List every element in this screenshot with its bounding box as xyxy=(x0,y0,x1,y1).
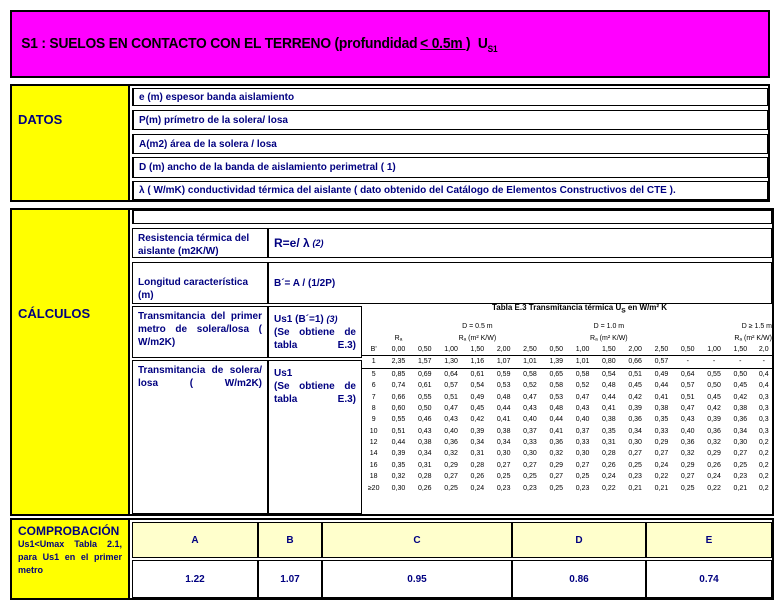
table-cell: 0,44 xyxy=(549,416,564,424)
table-cell: 0,41 xyxy=(496,416,511,424)
table-cell: 0,39 xyxy=(391,450,406,458)
table-row xyxy=(362,448,774,459)
table-cell: 0,43 xyxy=(523,404,537,412)
longitud-formula: B´= A / (1/2P) xyxy=(274,277,336,289)
table-cell: - xyxy=(712,358,716,366)
table-cell: 0,54 xyxy=(470,382,485,390)
table-cell: 0,2 xyxy=(758,484,769,492)
table-row xyxy=(362,471,774,482)
table-cell: 0,42 xyxy=(733,393,748,401)
table-cell: 0,39 xyxy=(470,427,485,435)
comprobacion-header-a: A xyxy=(132,522,258,558)
table-cell: 0,25 xyxy=(733,461,748,469)
table-cell: 0,28 xyxy=(470,461,485,469)
table-cell: 0,29 xyxy=(654,439,669,447)
table-cell: 0,45 xyxy=(733,382,748,390)
table-cell: 0,3 xyxy=(758,427,769,435)
datos-row-a: A(m2) área de la solera / losa xyxy=(132,134,768,154)
table-cell: 0,32 xyxy=(549,450,564,458)
comprobacion-header-b: B xyxy=(258,522,322,558)
table-cell: 0,38 xyxy=(417,439,432,447)
table-cell: 0,33 xyxy=(523,439,537,447)
table-cell: 0,21 xyxy=(733,484,748,492)
us-symbol: $U_{S1}$ xyxy=(477,34,498,54)
table-cell: 0,49 xyxy=(470,393,485,401)
table-cell: 0,24 xyxy=(654,461,669,469)
table-cell: 0,52 xyxy=(575,382,590,390)
ra-value: 0,50 xyxy=(417,345,432,353)
table-cell: 0,66 xyxy=(391,393,406,401)
table-cell: 1,01 xyxy=(575,358,590,366)
table-cell: 0,61 xyxy=(470,370,485,378)
table-cell: 0,47 xyxy=(444,404,458,412)
table-cell: - xyxy=(762,358,765,366)
table-cell: 0,51 xyxy=(628,370,642,378)
table-cell: 0,32 xyxy=(707,439,721,447)
table-row xyxy=(362,380,774,391)
table-cell: 0,49 xyxy=(654,370,669,378)
table-cell: 0,48 xyxy=(602,382,616,390)
table-cell: 0,61 xyxy=(417,382,432,390)
table-cell: 0,4 xyxy=(758,382,769,390)
table-cell: 0,30 xyxy=(391,484,406,492)
table-cell: 0,47 xyxy=(680,404,695,412)
table-cell: 0,24 xyxy=(470,484,485,492)
table-cell: 0,43 xyxy=(575,404,590,412)
table-cell: 0,26 xyxy=(707,461,721,469)
table-cell: 0,51 xyxy=(444,393,458,401)
table-cell: 0,32 xyxy=(680,450,695,458)
table-cell: 1,57 xyxy=(417,358,432,366)
table-cell: 0,31 xyxy=(470,450,485,458)
table-cell: 0,44 xyxy=(602,393,616,401)
table-cell: 0,35 xyxy=(391,461,406,469)
table-row xyxy=(362,368,774,380)
table-cell: 0,25 xyxy=(444,484,458,492)
comprobacion-value-d: 0.86 xyxy=(512,560,646,598)
table-cell: 1,30 xyxy=(444,358,458,366)
comprobacion-text: Us1<Umax Tabla 2.1, para Us1 en el primer metro xyxy=(18,539,122,575)
b-value: 14 xyxy=(369,450,378,458)
table-cell: 1,39 xyxy=(549,358,564,366)
resistencia-formula-cell xyxy=(268,228,772,258)
b-value: ≥20 xyxy=(367,484,380,492)
ra-value: 2,00 xyxy=(496,345,511,353)
ra-value: 1,00 xyxy=(707,345,721,353)
table-cell: 0,41 xyxy=(654,393,669,401)
comprobacion-value-e: 0.74 xyxy=(646,560,772,598)
datos-label: DATOS xyxy=(10,84,130,202)
table-cell: 0,39 xyxy=(707,416,721,424)
table-row xyxy=(362,460,774,471)
b-value: 16 xyxy=(369,461,378,469)
longitud-formula-cell xyxy=(268,262,772,304)
table-cell: 0,27 xyxy=(680,473,695,481)
table-cell: 0,58 xyxy=(549,382,564,390)
comprobacion-header-e: E xyxy=(646,522,772,558)
longitud-label: Longitud característica (m) xyxy=(132,262,268,304)
b-value: 18 xyxy=(369,473,378,481)
ra-value: 2,00 xyxy=(628,345,642,353)
table-cell: 0,40 xyxy=(444,427,458,435)
table-cell: 0,34 xyxy=(496,439,511,447)
table-cell: 0,30 xyxy=(496,450,511,458)
table-cell: 0,57 xyxy=(680,382,695,390)
table-cell: 0,65 xyxy=(549,370,564,378)
resistencia-formula: R=e/ λ xyxy=(274,235,310,250)
table-cell: 0,58 xyxy=(523,370,537,378)
table-cell: 0,28 xyxy=(417,473,432,481)
table-cell: 0,27 xyxy=(733,450,748,458)
table-cell: 0,58 xyxy=(575,370,590,378)
table-cell: 0,34 xyxy=(628,427,642,435)
table-cell: 0,26 xyxy=(602,461,616,469)
datos-row-d: D (m) ancho de la banda de aislamiento perimetral ( 1) xyxy=(132,157,768,178)
b-value: 7 xyxy=(371,393,376,401)
table-cell: 0,38 xyxy=(602,416,616,424)
table-cell: 1,16 xyxy=(470,358,485,366)
table-cell: 0,43 xyxy=(444,416,458,424)
rs-header: Rₐ xyxy=(394,334,403,342)
table-cell: 0,34 xyxy=(417,450,432,458)
table-e3-caption: Tabla E.3 Transmitancia térmica $U_S$ en W/m² K xyxy=(492,303,668,315)
table-cell: 0,50 xyxy=(707,382,721,390)
table-cell: 0,32 xyxy=(444,450,458,458)
trans2-label: Transmitancia de solera/ losa ( W/m2K) xyxy=(132,360,268,514)
table-cell: 0,38 xyxy=(733,404,748,412)
table-cell: 0,23 xyxy=(628,473,642,481)
table-cell: 0,47 xyxy=(575,393,590,401)
table-cell: 0,59 xyxy=(496,370,511,378)
table-cell: 0,43 xyxy=(680,416,695,424)
trans2-formula-cell xyxy=(268,360,362,514)
table-cell: 0,29 xyxy=(444,461,458,469)
table-cell: 0,36 xyxy=(549,439,564,447)
trans2-formula: Us1 xyxy=(274,368,293,379)
table-row xyxy=(362,403,774,414)
table-cell: 0,25 xyxy=(680,484,695,492)
table-cell: 0,44 xyxy=(391,439,406,447)
table-cell: 0,48 xyxy=(549,404,564,412)
group-header: D ≥ 1.5 m xyxy=(741,323,772,331)
table-cell: 0,42 xyxy=(628,393,642,401)
table-cell: 0,32 xyxy=(391,473,406,481)
table-cell: 0,23 xyxy=(496,484,511,492)
comprobacion-value-a: 1.22 xyxy=(132,560,258,598)
ra-header: Rₐ (m² K/W) xyxy=(734,334,772,342)
table-cell: 1,01 xyxy=(523,358,537,366)
table-cell: 0,25 xyxy=(575,473,590,481)
table-cell: 0,60 xyxy=(391,404,406,412)
ra-value: 1,50 xyxy=(733,345,748,353)
table-cell: 0,23 xyxy=(523,484,537,492)
datos-row-e: e (m) espesor banda aislamiento xyxy=(132,88,768,106)
comprobacion-value-c: 0.95 xyxy=(322,560,512,598)
table-cell: 0,50 xyxy=(417,404,432,412)
table-cell: 0,27 xyxy=(523,461,537,469)
table-cell: 0,4 xyxy=(758,370,769,378)
table-cell: 0,26 xyxy=(417,484,432,492)
calculos-spacer xyxy=(132,210,772,224)
trans1-formula: Us1 (B´=1) xyxy=(274,314,324,325)
page-title-bar xyxy=(10,10,770,78)
table-cell: 0,43 xyxy=(417,427,432,435)
table-cell: 0,57 xyxy=(654,358,669,366)
table-cell: 0,30 xyxy=(733,439,748,447)
table-cell: 0,55 xyxy=(391,416,406,424)
table-cell: 0,25 xyxy=(549,484,564,492)
trans1-label: Transmitancia del primer metro de solera/losa ( W/m2K) xyxy=(132,306,268,358)
table-cell: 0,33 xyxy=(654,427,669,435)
table-cell: 0,51 xyxy=(680,393,695,401)
trans1-ref: (3) xyxy=(326,314,338,324)
b-value: 10 xyxy=(369,427,378,435)
table-cell: 0,23 xyxy=(733,473,748,481)
ra-value: 1,50 xyxy=(602,345,616,353)
table-cell: 0,36 xyxy=(680,439,695,447)
table-cell: 0,21 xyxy=(654,484,669,492)
ra-value: 1,00 xyxy=(575,345,590,353)
table-cell: 0,36 xyxy=(707,427,721,435)
comprobacion-header-c: C xyxy=(322,522,512,558)
ra-header: Rₐ (m² K/W) xyxy=(458,334,497,342)
ra-value: 1,50 xyxy=(470,345,485,353)
b-value: 5 xyxy=(371,370,376,378)
table-cell: 0,41 xyxy=(549,427,564,435)
table-cell: 0,69 xyxy=(417,370,432,378)
table-cell: 0,24 xyxy=(707,473,721,481)
table-cell: 0,31 xyxy=(417,461,432,469)
table-cell: 0,53 xyxy=(496,382,511,390)
table-cell: 0,64 xyxy=(444,370,458,378)
table-cell: 0,45 xyxy=(628,382,642,390)
table-cell: 0,55 xyxy=(417,393,432,401)
table-cell: 0,27 xyxy=(496,461,511,469)
table-cell: 0,40 xyxy=(523,416,537,424)
b-value: 8 xyxy=(371,404,376,412)
table-cell: 0,47 xyxy=(523,393,537,401)
comprobacion-box xyxy=(10,518,130,600)
group-header: D = 1.0 m xyxy=(593,323,625,331)
table-cell: 0,35 xyxy=(602,427,616,435)
b-value: 12 xyxy=(369,439,378,447)
table-cell: 0,45 xyxy=(707,393,721,401)
table-cell: 0,50 xyxy=(733,370,748,378)
comprobacion-header-d: D xyxy=(512,522,646,558)
table-cell: 0,52 xyxy=(523,382,537,390)
table-cell: 2,35 xyxy=(391,358,406,366)
trans1-formula-cell xyxy=(268,306,362,358)
table-cell: 0,21 xyxy=(628,484,642,492)
table-cell: 0,55 xyxy=(707,370,721,378)
table-cell: 0,64 xyxy=(680,370,695,378)
table-cell: 0,37 xyxy=(575,427,590,435)
table-cell: 1,07 xyxy=(496,358,511,366)
table-cell: 0,3 xyxy=(758,416,769,424)
table-cell: 0,42 xyxy=(470,416,485,424)
group-header: D = 0.5 m xyxy=(462,323,493,331)
table-cell: 0,2 xyxy=(758,473,769,481)
b-value: 1 xyxy=(371,358,376,366)
table-cell: 0,48 xyxy=(496,393,511,401)
table-cell: 0,2 xyxy=(758,461,769,469)
table-cell: 0,31 xyxy=(602,439,616,447)
datos-row-lambda: λ ( W/mK) conductividad térmica del aislante ( dato obtenido del Catálogo de Elementos Constructivos del CTE ). xyxy=(132,181,768,200)
table-cell: 0,30 xyxy=(523,450,537,458)
table-cell: 0,3 xyxy=(758,404,769,412)
table-cell: 0,34 xyxy=(733,427,748,435)
table-cell: 0,36 xyxy=(733,416,748,424)
table-row xyxy=(362,414,774,425)
table-row xyxy=(362,437,774,448)
table-cell: 0,25 xyxy=(496,473,511,481)
ra-header: Rₐ (m² K/W) xyxy=(590,334,628,342)
calculos-label: CÁLCULOS xyxy=(10,208,130,516)
table-cell: 0,37 xyxy=(523,427,537,435)
table-cell: 0,27 xyxy=(549,473,564,481)
table-cell: 0,54 xyxy=(602,370,616,378)
table-cell: 0,38 xyxy=(496,427,511,435)
table-cell: 0,24 xyxy=(602,473,616,481)
table-cell: 0,29 xyxy=(680,461,695,469)
table-cell: 0,36 xyxy=(444,439,458,447)
ra-value: 0,50 xyxy=(549,345,564,353)
table-cell: 0,39 xyxy=(628,404,642,412)
table-cell: 0,29 xyxy=(549,461,564,469)
comprobacion-title: COMPROBACIÓN xyxy=(18,524,120,538)
table-cell: 0,38 xyxy=(654,404,669,412)
table-cell: 0,2 xyxy=(758,450,769,458)
table-cell: 0,33 xyxy=(575,439,590,447)
ra-value: 2,50 xyxy=(654,345,669,353)
table-cell: 0,53 xyxy=(549,393,564,401)
table-cell: 0,25 xyxy=(628,461,642,469)
table-cell: 0,45 xyxy=(470,404,485,412)
trans1-note: (Se obtiene de tabla E.3) xyxy=(274,327,356,351)
comprobacion-value-b: 1.07 xyxy=(258,560,322,598)
table-row xyxy=(362,482,774,493)
table-row xyxy=(362,391,774,402)
table-cell: 0,40 xyxy=(575,416,590,424)
table-cell: 0,44 xyxy=(496,404,511,412)
datos-row-p: P(m) prímetro de la solera/ losa xyxy=(132,110,768,130)
table-cell: 0,22 xyxy=(602,484,616,492)
ra-value: 2,50 xyxy=(523,345,537,353)
resistencia-ref: (2) xyxy=(312,237,324,248)
ra-value: 0,00 xyxy=(391,345,406,353)
table-cell: 0,80 xyxy=(602,358,616,366)
table-cell: 0,26 xyxy=(470,473,485,481)
table-cell: 0,3 xyxy=(758,393,769,401)
table-cell: 0,41 xyxy=(602,404,616,412)
table-cell: 0,28 xyxy=(602,450,616,458)
table-cell: 0,35 xyxy=(654,416,669,424)
b-value: 6 xyxy=(371,382,376,390)
b-header: B' xyxy=(370,345,377,353)
table-cell: 0,46 xyxy=(417,416,432,424)
table-cell: 0,2 xyxy=(758,439,769,447)
table-cell: 0,27 xyxy=(575,461,590,469)
table-cell: 0,27 xyxy=(654,450,669,458)
table-cell: 0,27 xyxy=(628,450,642,458)
ra-value: 1,00 xyxy=(444,345,458,353)
table-row xyxy=(362,426,774,437)
table-cell: 0,57 xyxy=(444,382,458,390)
table-cell: 0,36 xyxy=(628,416,642,424)
table-row xyxy=(362,356,774,368)
table-cell: 0,30 xyxy=(628,439,642,447)
table-cell: 0,51 xyxy=(391,427,406,435)
trans2-note: (Se obtiene de tabla E.3) xyxy=(274,381,356,405)
ra-value: 0,50 xyxy=(680,345,695,353)
table-e3 xyxy=(362,303,774,494)
b-value: 9 xyxy=(371,416,376,424)
table-cell: 0,34 xyxy=(470,439,485,447)
table-cell: 0,22 xyxy=(707,484,721,492)
table-cell: - xyxy=(739,358,742,366)
table-cell: 0,66 xyxy=(628,358,642,366)
table-cell: 0,27 xyxy=(444,473,458,481)
table-cell: 0,25 xyxy=(523,473,537,481)
resistencia-label: Resistencia térmica del aislante (m2K/W) xyxy=(132,228,268,258)
table-cell: 0,44 xyxy=(654,382,669,390)
table-cell: 0,42 xyxy=(707,404,721,412)
table-cell: 0,74 xyxy=(391,382,406,390)
table-cell: 0,30 xyxy=(575,450,590,458)
page-title: S1 : SUELOS EN CONTACTO CON EL TERRENO (profundidad < 0.5m ) $U_{S1}$ xyxy=(21,34,498,54)
ra-value: 2,0 xyxy=(758,345,769,353)
table-cell: 0,22 xyxy=(654,473,669,481)
table-cell: - xyxy=(686,358,689,366)
table-cell: 0,23 xyxy=(575,484,590,492)
table-cell: 0,85 xyxy=(391,370,406,378)
table-cell: 0,40 xyxy=(680,427,695,435)
table-cell: 0,29 xyxy=(707,450,721,458)
